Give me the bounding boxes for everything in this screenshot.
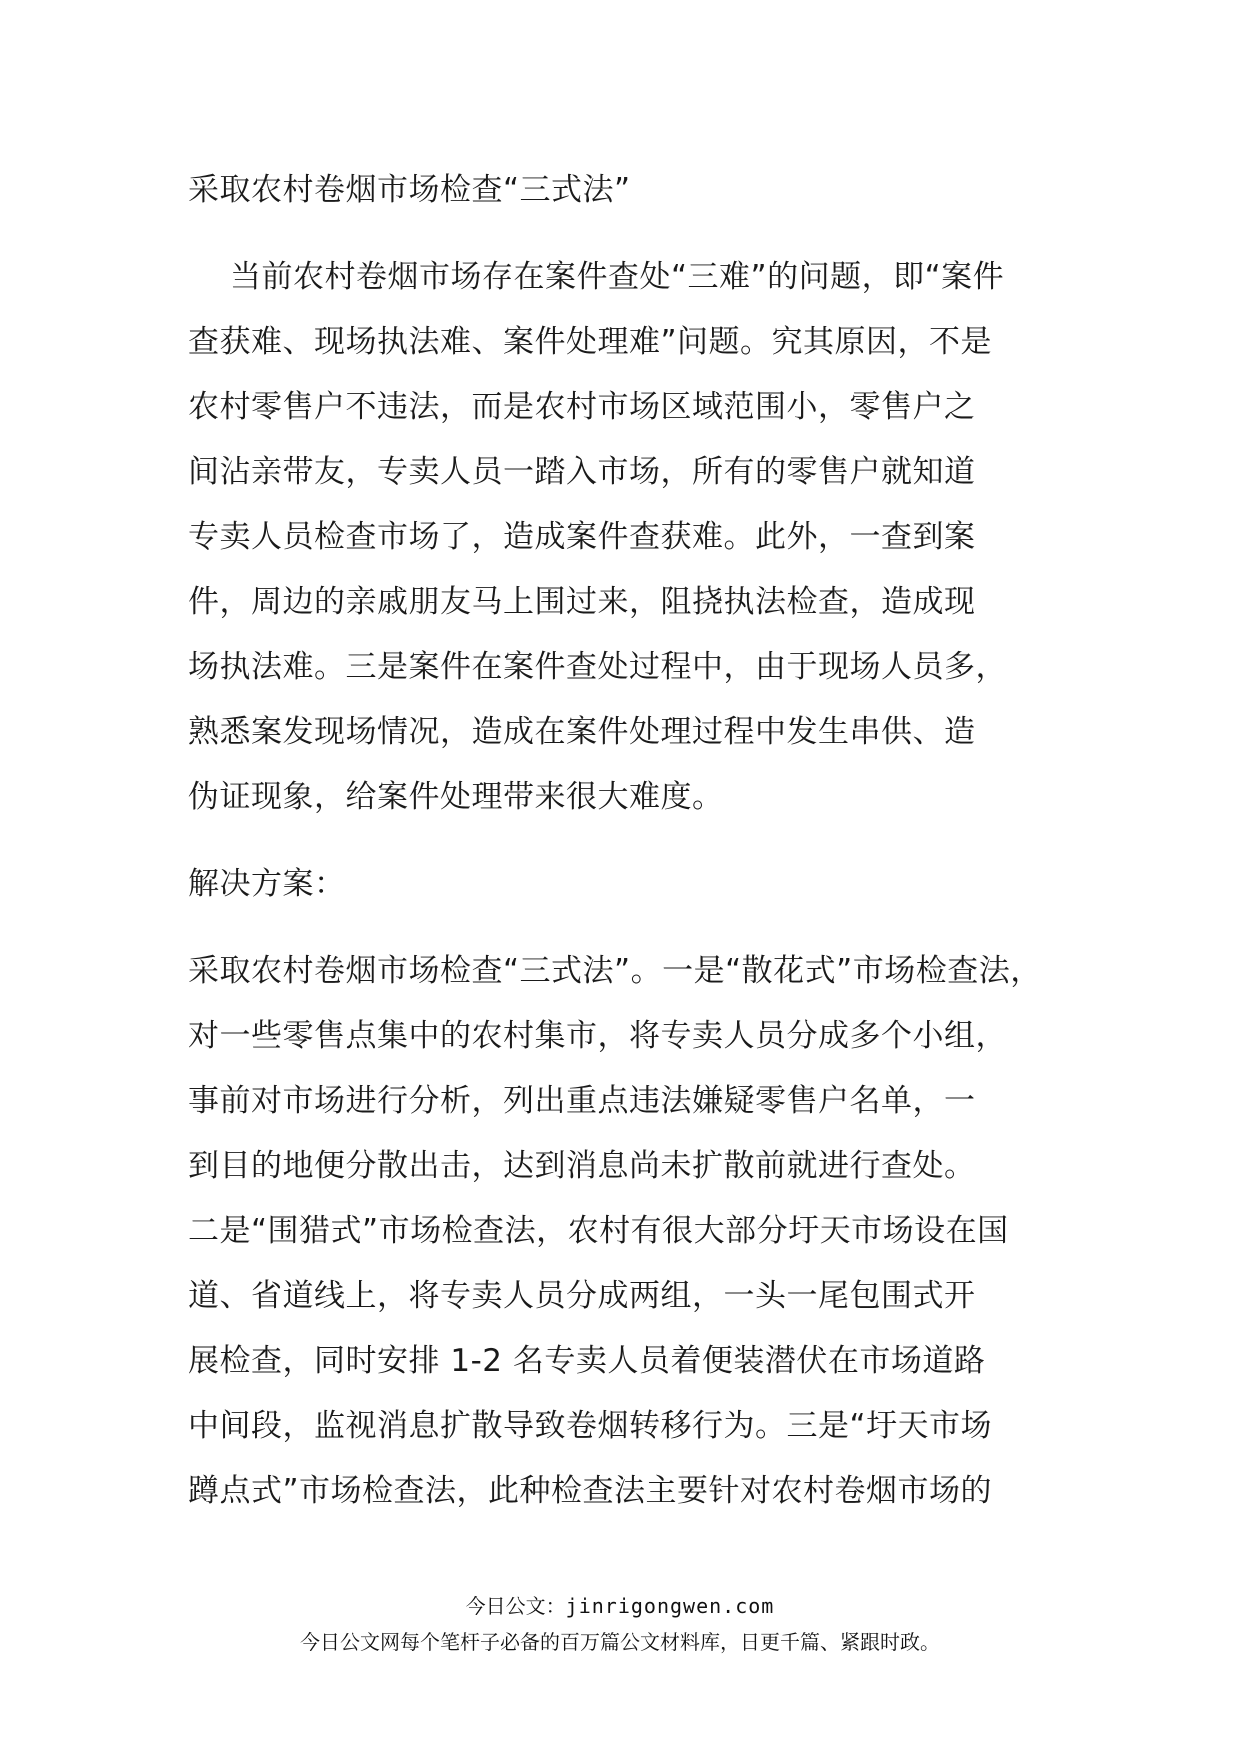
paragraph-line: 查获难、现场执法难、案件处理难”问题。究其原因，不是 [188,324,993,360]
footer-site-label: 今日公文： [465,1594,566,1618]
footer-slogan: 今日公文网每个笔杆子必备的百万篇公文材料库，日更千篇、紧跟时政。 [300,1630,940,1654]
document-title: 采取农村卷烟市场检查“三式法” [188,172,631,208]
paragraph-solution [188,939,1088,1524]
paragraph-line: 中间段，监视消息扩散导致卷烟转移行为。三是“圩天市场 [188,1408,993,1444]
paragraph-line: 专卖人员检查市场了，造成案件查获难。此外，一查到案 [188,519,976,555]
paragraph-line: 蹲点式”市场检查法，此种检查法主要针对农村卷烟市场的 [188,1473,993,1509]
footer-site-link[interactable]: jinrigongwen.com [565,1594,775,1618]
paragraph-line: 当前农村卷烟市场存在案件查处“三难”的问题，即“案件 [230,259,1005,295]
paragraph-line: 事前对市场进行分析，列出重点违法嫌疑零售户名单，一 [188,1083,976,1119]
paragraph-line: 场执法难。三是案件在案件查处过程中，由于现场人员多， [188,649,1007,685]
document-body [188,158,1088,1524]
paragraph-line: 展检查，同时安排 1-2 名专卖人员着便装潜伏在市场道路 [188,1343,986,1379]
paragraph-line: 间沾亲带友，专卖人员一踏入市场，所有的零售户就知道 [188,454,976,490]
paragraph-line: 对一些零售点集中的农村集市，将专卖人员分成多个小组， [188,1018,1007,1054]
solution-heading: 解决方案： [188,866,346,902]
paragraph-line: 到目的地便分散出击，达到消息尚未扩散前就进行查处。 [188,1148,976,1184]
paragraph-line: 件，周边的亲戚朋友马上围过来，阻挠执法检查，造成现 [188,584,976,620]
paragraph-line: 伪证现象，给案件处理带来很大难度。 [188,779,724,815]
paragraph-line: 农村零售户不违法，而是农村市场区域范围小，零售户之 [188,389,976,425]
paragraph-line: 二是“围猎式”市场检查法，农村有很大部分圩天市场设在国 [188,1213,1009,1249]
paragraph-line: 熟悉案发现场情况，造成在案件处理过程中发生串供、造 [188,714,976,750]
footer-site-line [0,1590,1240,1619]
paragraph-problem [188,245,1088,830]
paragraph-line: 道、省道线上，将专卖人员分成两组，一头一尾包围式开 [188,1278,976,1314]
paragraph-line: 采取农村卷烟市场检查“三式法”。一是“散花式”市场检查法， [188,953,1042,989]
